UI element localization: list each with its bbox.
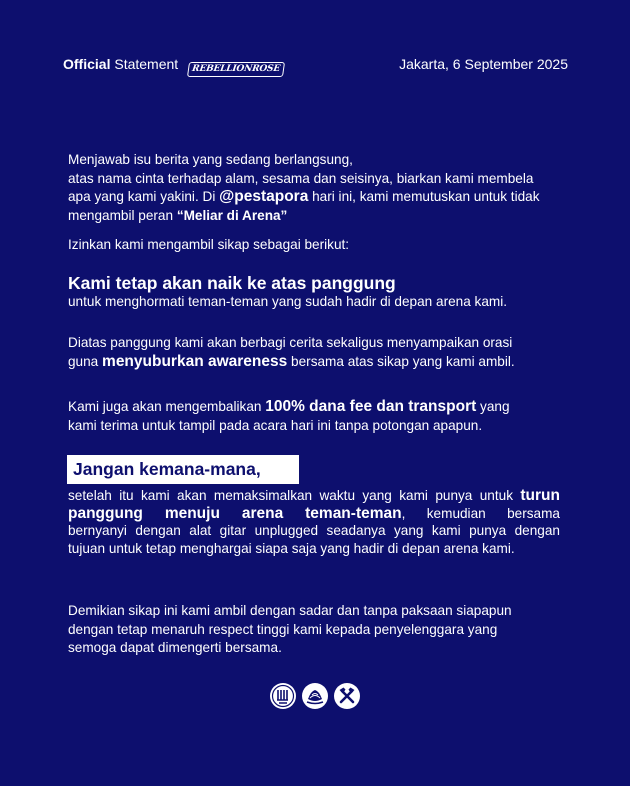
point4-highlight-box: Jangan kemana-mana,: [67, 455, 299, 484]
intro-paragraph: [68, 151, 540, 225]
crossed-tools-icon: [333, 682, 361, 710]
point2-paragraph: [68, 334, 515, 371]
point3-line-2: kami terima untuk tampil pada acara hari ini tanpa potongan apapun.: [68, 417, 483, 433]
band-emblem-icon: [269, 682, 297, 710]
point1-headline: Kami tetap akan naik ke atas panggung: [68, 273, 396, 293]
point2-line-1: Diatas panggung kami akan berbagi cerita sekaligus menyampaikan orasi: [68, 335, 513, 350]
point4-line-4: tujuan untuk tetap menghargai siapa saja yang hadir di depan arena kami.: [68, 540, 515, 556]
intro-text: hari ini, kami memutuskan untuk tidak: [308, 189, 540, 204]
intro-text: mengambil peran: [68, 207, 177, 223]
intro-text: apa yang kami yakini. Di: [68, 189, 220, 204]
point3-paragraph: [68, 398, 510, 435]
point4-paragraph: [68, 487, 560, 557]
closing-line-2: dengan tetap menaruh respect tinggi kami kepada penyelenggara yang: [68, 621, 498, 637]
statement-title: [63, 56, 284, 77]
band-logo: REBELLIONROSE: [187, 62, 285, 77]
closing-paragraph: [68, 602, 512, 658]
official-label: Official: [63, 56, 111, 72]
awareness-phrase: menyuburkan awareness: [102, 352, 288, 370]
turun-phrase: turun: [520, 487, 560, 504]
point2-line-2: [68, 353, 515, 372]
meliar-phrase: “Meliar di Arena”: [176, 207, 288, 223]
statement-header: [63, 56, 568, 76]
statement-label: Statement: [114, 56, 179, 72]
intro-line-4: [68, 207, 540, 226]
rose-emblem-icon: [301, 682, 329, 710]
point3-text: Kami juga akan mengembalikan: [68, 399, 266, 414]
closing-line-1: Demikian sikap ini kami ambil dengan sadar dan tanpa paksaan siapapun: [68, 603, 512, 618]
point3-line-1: [68, 398, 510, 417]
point2-text: guna: [68, 353, 103, 369]
statement-date: Jakarta, 6 September 2025: [399, 56, 568, 72]
point4-line-1: [68, 487, 560, 505]
pestapora-handle: @pestapora: [219, 188, 309, 205]
refund-phrase: 100% dana fee dan transport: [265, 398, 477, 415]
point3-text: yang: [476, 399, 510, 414]
intro-line-2: atas nama cinta terhadap alam, sesama dan seisinya, biarkan kami membela: [68, 170, 534, 186]
intro-line-3: [68, 188, 540, 207]
point4-text: , kemudian bersama: [401, 505, 560, 521]
izinkan-line: Izinkan kami mengambil sikap sebagai berikut:: [68, 237, 350, 252]
closing-line-3: semoga dapat dimengerti bersama.: [68, 640, 282, 655]
intro-line-1: Menjawab isu berita yang sedang berlangsung,: [68, 152, 353, 167]
point4-line-2: [68, 505, 560, 523]
emblem-row: [269, 682, 361, 710]
point1-subtext: untuk menghormati teman-teman yang sudah hadir di depan arena kami.: [68, 294, 508, 309]
arena-phrase: panggung menuju arena teman-teman: [68, 504, 402, 522]
point2-text: bersama atas sikap yang kami ambil.: [287, 353, 515, 369]
point4-line-3: bernyanyi dengan alat gitar unplugged seadanya yang kami punya dengan: [68, 523, 560, 538]
point4-text: setelah itu kami akan memaksimalkan waktu yang kami punya untuk: [68, 488, 521, 503]
